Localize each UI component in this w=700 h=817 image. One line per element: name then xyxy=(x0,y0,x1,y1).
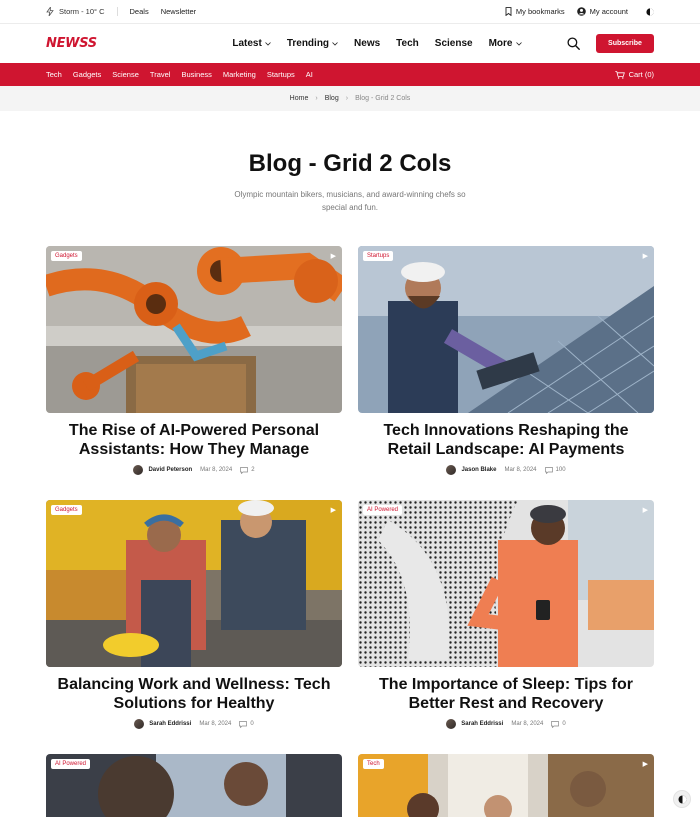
avatar xyxy=(446,465,456,475)
post-meta xyxy=(358,465,654,475)
post-meta xyxy=(358,719,654,729)
breadcrumb-blog[interactable]: Blog xyxy=(324,95,339,102)
nav-trending[interactable] xyxy=(287,38,338,49)
top-bar xyxy=(0,0,700,24)
post-meta xyxy=(46,465,342,475)
comment-count: 100 xyxy=(555,467,566,473)
main-header xyxy=(0,24,700,63)
bookmarks-label: My bookmarks xyxy=(515,7,565,16)
bookmark-icon xyxy=(505,7,512,16)
post-title[interactable]: The Importance of Sleep: Tips for Better Rest and Recovery xyxy=(379,676,633,712)
cart-label: Cart (0) xyxy=(628,70,654,79)
nav-tech[interactable]: Tech xyxy=(396,38,419,49)
breadcrumb xyxy=(0,86,700,111)
floating-dark-mode-button[interactable] xyxy=(673,790,691,808)
nav-more[interactable] xyxy=(489,38,522,49)
user-icon xyxy=(577,7,586,16)
lightning-icon xyxy=(46,7,54,16)
post-thumbnail[interactable] xyxy=(46,754,342,817)
phone-user-image xyxy=(358,500,654,667)
top-bar-left xyxy=(46,7,196,16)
category-ai[interactable]: AI xyxy=(305,70,313,79)
play-icon: ▶ xyxy=(642,761,648,768)
post-card[interactable] xyxy=(358,246,654,500)
post-card[interactable] xyxy=(46,500,342,754)
header-actions xyxy=(567,34,654,53)
post-comments[interactable] xyxy=(240,467,254,474)
category-marketing[interactable]: Marketing xyxy=(222,70,256,79)
breadcrumb-current: Blog - Grid 2 Cols xyxy=(355,95,411,102)
avatar xyxy=(446,719,456,729)
chevron-right-icon: › xyxy=(315,95,318,102)
post-card[interactable] xyxy=(46,754,342,817)
newsletter-link[interactable]: Newsletter xyxy=(160,7,197,16)
post-title[interactable]: The Rise of AI-Powered Personal Assistants: How They Manage xyxy=(68,422,320,458)
post-comments[interactable] xyxy=(239,721,253,728)
top-bar-right xyxy=(505,7,654,16)
comment-icon xyxy=(545,467,553,474)
cart-link[interactable] xyxy=(615,70,654,79)
post-category-badge[interactable]: AI Powered xyxy=(51,759,90,769)
category-gadgets[interactable]: Gadgets xyxy=(72,70,102,79)
main-nav xyxy=(232,38,521,49)
site-logo[interactable]: NEWSS xyxy=(46,36,97,51)
weather-widget xyxy=(46,7,118,16)
comment-count: 0 xyxy=(562,721,566,727)
comment-icon xyxy=(239,721,247,728)
play-icon: ▶ xyxy=(642,507,648,514)
post-category-badge[interactable]: Tech xyxy=(363,759,384,769)
category-business[interactable]: Business xyxy=(181,70,212,79)
page-subtitle: Olympic mountain bikers, musicians, and award-winning chefs so special and fun. xyxy=(234,190,466,212)
nav-sciense[interactable]: Sciense xyxy=(434,38,473,49)
category-bar xyxy=(0,63,700,86)
chevron-down-icon xyxy=(516,42,522,46)
chevron-down-icon xyxy=(265,42,271,46)
post-date: Mar 8, 2024 xyxy=(504,467,537,473)
author-name: Sarah Eddrissi xyxy=(149,721,192,727)
post-title[interactable]: Balancing Work and Wellness: Tech Solutions for Healthy xyxy=(57,676,331,712)
post-author[interactable] xyxy=(133,465,192,475)
cart-icon xyxy=(615,71,625,79)
robot-arm-image xyxy=(46,246,342,413)
post-comments[interactable] xyxy=(551,721,565,728)
post-comments[interactable] xyxy=(545,467,566,474)
play-icon: ▶ xyxy=(330,507,336,514)
chevron-down-icon xyxy=(332,42,338,46)
comment-count: 0 xyxy=(250,721,254,727)
page-title: Blog - Grid 2 Cols xyxy=(248,150,452,177)
author-name: Sarah Eddrissi xyxy=(461,721,504,727)
post-thumbnail[interactable] xyxy=(358,754,654,817)
post-card[interactable] xyxy=(358,754,654,817)
play-icon: ▶ xyxy=(642,253,648,260)
workers-image xyxy=(46,500,342,667)
post-category-badge[interactable]: AI Powered xyxy=(363,505,402,515)
solar-worker-image xyxy=(358,246,654,413)
post-date: Mar 8, 2024 xyxy=(199,721,232,727)
post-author[interactable] xyxy=(134,719,191,729)
deals-link[interactable]: Deals xyxy=(129,7,149,16)
category-startups[interactable]: Startups xyxy=(266,70,295,79)
comment-icon xyxy=(551,721,559,728)
office-people-image xyxy=(46,754,342,817)
post-author[interactable] xyxy=(446,465,496,475)
post-meta xyxy=(46,719,342,729)
post-title[interactable]: Tech Innovations Reshaping the Retail Landscape: AI Payments xyxy=(383,422,629,458)
post-date: Mar 8, 2024 xyxy=(200,467,233,473)
play-icon: ▶ xyxy=(330,253,336,260)
chevron-right-icon: › xyxy=(345,95,349,102)
post-thumbnail[interactable] xyxy=(358,500,654,667)
post-thumbnail[interactable] xyxy=(358,246,654,413)
nav-latest[interactable] xyxy=(232,38,270,49)
avatar xyxy=(134,719,144,729)
moon-icon xyxy=(646,8,654,16)
category-travel[interactable]: Travel xyxy=(149,70,171,79)
post-card[interactable] xyxy=(46,246,342,500)
nav-news[interactable]: News xyxy=(354,38,381,49)
bookmarks-link[interactable] xyxy=(505,7,565,16)
category-links xyxy=(46,70,313,79)
comment-icon xyxy=(240,467,248,474)
account-label: My account xyxy=(589,7,628,16)
post-category-badge[interactable]: Gadgets xyxy=(51,505,82,515)
subscribe-button[interactable]: Subscribe xyxy=(596,34,654,53)
moon-icon xyxy=(678,795,687,804)
post-date: Mar 8, 2024 xyxy=(511,721,544,727)
comment-count: 2 xyxy=(251,467,255,473)
post-thumbnail[interactable] xyxy=(46,500,342,667)
nav-latest-label: Latest xyxy=(232,38,262,49)
breadcrumb-home[interactable]: Home xyxy=(289,95,309,102)
dark-mode-toggle[interactable] xyxy=(646,8,654,16)
post-category-badge[interactable]: Gadgets xyxy=(51,251,82,261)
posts-grid xyxy=(46,246,654,817)
post-category-badge[interactable]: Startups xyxy=(363,251,393,261)
office-team-image xyxy=(358,754,654,817)
avatar xyxy=(133,465,143,475)
post-thumbnail[interactable] xyxy=(46,246,342,413)
nav-more-label: More xyxy=(488,38,513,49)
weather-text: Storm - 10° C xyxy=(59,7,105,16)
search-icon[interactable] xyxy=(567,37,580,50)
post-card[interactable] xyxy=(358,500,654,754)
account-link[interactable] xyxy=(577,7,628,16)
author-name: David Peterson xyxy=(148,467,193,473)
category-sciense[interactable]: Sciense xyxy=(112,70,139,79)
author-name: Jason Blake xyxy=(461,467,497,473)
post-author[interactable] xyxy=(446,719,503,729)
nav-trending-label: Trending xyxy=(286,38,330,49)
category-tech[interactable]: Tech xyxy=(46,70,62,79)
